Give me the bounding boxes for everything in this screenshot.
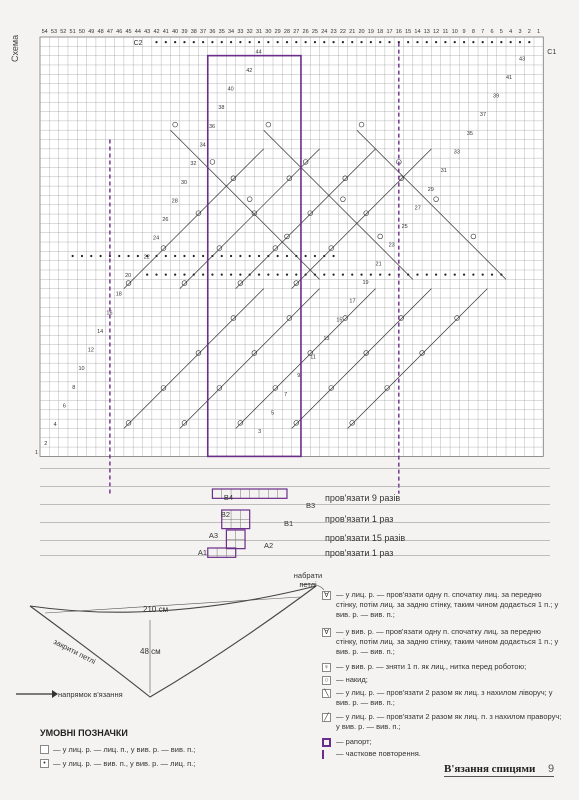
column-number: 44 — [134, 29, 141, 35]
purl-dot — [407, 41, 409, 43]
row-number-left: 12 — [87, 347, 94, 354]
row-number-right: 17 — [349, 298, 356, 305]
purl-dot — [323, 274, 325, 276]
purl-dot — [249, 255, 251, 257]
legend-item-increase-rs — [322, 590, 567, 622]
purl-dot — [155, 41, 157, 43]
purl-dot — [454, 41, 456, 43]
legend-item-text: — у лиц. р. — пров'язати 2 разом як лиц. з нахилом ліворуч; у вив. р. — вив. п.; — [336, 688, 553, 707]
column-number: 51 — [69, 29, 76, 35]
label-c2: C2 — [133, 39, 143, 47]
column-number: 13 — [423, 29, 430, 35]
purl-dot — [435, 274, 437, 276]
column-number: 54 — [41, 29, 48, 35]
page-number: 9 — [548, 763, 555, 775]
column-number: 33 — [237, 29, 244, 35]
purl-dot — [510, 41, 512, 43]
purl-dot — [332, 274, 334, 276]
purl-dot — [211, 274, 213, 276]
column-number: 12 — [433, 29, 440, 35]
purl-dot — [360, 41, 362, 43]
column-number: 34 — [227, 29, 235, 35]
cast-on-label: набрати петлі — [293, 571, 323, 589]
legend-item-text: — у лиц. р. — вив. п., у вив. р. — лиц. п.; — [53, 759, 196, 768]
label-b2: B2 — [220, 510, 230, 519]
legend-item-text: — рапорт; — [336, 737, 372, 746]
purl-dot — [146, 274, 148, 276]
column-number: 52 — [60, 29, 67, 35]
purl-dot — [193, 255, 195, 257]
purl-dot — [323, 41, 325, 43]
label-a3: A3 — [208, 531, 218, 540]
purl-dot — [332, 255, 334, 257]
legend-title: УМОВНІ ПОЗНАЧКИ — [40, 728, 128, 738]
column-number: 39 — [181, 29, 188, 35]
purl-dot — [127, 255, 129, 257]
column-number: 38 — [190, 29, 197, 35]
row-number-left: 44 — [255, 49, 262, 56]
row-number-left: 10 — [78, 366, 85, 373]
purl-dot — [379, 41, 381, 43]
purl-dot — [444, 41, 446, 43]
purl-dot — [342, 274, 344, 276]
column-number: 49 — [88, 29, 95, 35]
row-number-left: 28 — [171, 198, 178, 205]
purl-dot — [118, 255, 120, 257]
purl-dot — [230, 255, 232, 257]
purl-dot — [267, 41, 269, 43]
column-number: 4 — [509, 29, 513, 35]
purl-dot — [221, 41, 223, 43]
column-number: 50 — [78, 29, 86, 35]
purl-dot — [249, 41, 251, 43]
shawl-bottom-edge — [30, 586, 316, 697]
purl-dot — [277, 274, 279, 276]
row-number-right: 29 — [427, 186, 434, 193]
partial-repeat-icon — [322, 750, 331, 759]
purl-dot — [286, 255, 288, 257]
purl-dot — [351, 41, 353, 43]
row-number-right: 7 — [284, 391, 288, 398]
legend-item-text: — у лиц. р. — лиц. п., у вив. р. — вив. п.; — [53, 745, 196, 754]
column-number: 22 — [339, 29, 346, 35]
purl-dot — [183, 41, 185, 43]
column-number: 32 — [246, 29, 253, 35]
purl-dot — [370, 41, 372, 43]
purl-dot — [463, 41, 465, 43]
row-number-right: 37 — [479, 112, 487, 119]
row-number-left: 6 — [62, 403, 66, 410]
legend-item-knit — [40, 745, 195, 754]
row-number-right: 31 — [440, 168, 447, 175]
purl-dot — [444, 274, 446, 276]
label-a2: A2 — [264, 541, 274, 550]
column-number: 46 — [116, 29, 123, 35]
column-number: 31 — [255, 29, 263, 35]
purl-dot — [183, 255, 185, 257]
column-number: 48 — [97, 29, 104, 35]
column-number: 5 — [499, 29, 503, 35]
repeat-frame-icon — [322, 738, 331, 747]
legend-item-text: — накид; — [336, 675, 368, 684]
purl-dot — [305, 255, 307, 257]
legend-item-increase-ws — [322, 627, 567, 659]
column-number: 43 — [144, 29, 151, 35]
row-number-left: 20 — [125, 272, 132, 279]
purl-dot — [388, 274, 390, 276]
slip-stitch-icon: ♀ — [323, 664, 330, 671]
purl-dot — [491, 274, 493, 276]
column-number: 7 — [481, 29, 485, 35]
purl-dot — [482, 41, 484, 43]
purl-dot — [155, 274, 157, 276]
row-number-right: 27 — [414, 205, 421, 212]
row-number-left: 36 — [208, 123, 216, 130]
purl-dot — [295, 41, 297, 43]
purl-dot — [174, 41, 176, 43]
purl-dot — [174, 255, 176, 257]
instruction-b-once: пров'язати 1 раз — [325, 514, 394, 524]
purl-dot — [202, 255, 204, 257]
increase-icon: ∀ — [322, 591, 331, 600]
purl-dot — [202, 274, 204, 276]
column-number: 27 — [293, 29, 300, 35]
purl-dot — [342, 41, 344, 43]
purl-dot — [202, 41, 204, 43]
yarn-over-icon: ○ — [322, 676, 331, 685]
purl-dot — [211, 41, 213, 43]
row-number-left: 42 — [246, 67, 253, 74]
row-number-left: 1 — [34, 450, 38, 457]
column-number: 23 — [330, 29, 337, 35]
footer-divider — [444, 776, 554, 777]
column-number: 3 — [518, 29, 522, 35]
column-number: 35 — [218, 29, 225, 35]
row-number-right: 15 — [336, 317, 343, 324]
purl-dot — [416, 274, 418, 276]
shawl-top-edge — [30, 586, 316, 612]
purl-dot — [482, 274, 484, 276]
column-number: 29 — [274, 29, 281, 35]
instruction-b-repeat: пров'язати 9 разів — [325, 493, 401, 503]
decrease-right-icon: ╱ — [322, 713, 331, 722]
row-number-left: 2 — [44, 440, 48, 447]
label-b1: B1 — [284, 519, 294, 528]
column-number: 28 — [283, 29, 291, 35]
row-number-right: 13 — [323, 335, 330, 342]
legend-item-text: — у лиц. р. — пров'язати одну п. спочатку лиц. за передню стінку, потім лиц. за задню стінку, таким чином додається 1 п.; у вив. р. — вив. п.; — [336, 590, 559, 619]
purl-dot — [314, 41, 316, 43]
column-number: 2 — [527, 29, 531, 35]
column-number: 26 — [302, 29, 309, 35]
row-number-left: 40 — [227, 86, 234, 93]
setup-a1-frame — [208, 548, 236, 557]
purl-dot — [379, 274, 381, 276]
purl-dot — [332, 41, 334, 43]
purl-dot — [519, 41, 521, 43]
purl-dot — [286, 274, 288, 276]
column-number: 18 — [377, 29, 384, 35]
purl-dot — [472, 41, 474, 43]
purl-dot — [454, 274, 456, 276]
row-number-left: 14 — [97, 328, 104, 335]
column-number: 6 — [490, 29, 494, 35]
purl-dot — [258, 255, 260, 257]
column-number: 36 — [209, 29, 216, 35]
purl-dot — [491, 41, 493, 43]
row-number-right: 33 — [453, 149, 460, 156]
purl-dot — [426, 274, 428, 276]
column-number: 19 — [367, 29, 374, 35]
row-number-right: 9 — [297, 373, 301, 380]
purl-dot — [277, 255, 279, 257]
row-number-left: 16 — [106, 310, 113, 317]
purl-symbol-icon: • — [40, 759, 49, 768]
legend-basic — [40, 728, 230, 768]
knit-symbol-icon — [40, 745, 49, 754]
column-number: 21 — [349, 29, 356, 35]
bind-off-label: закрити петлі — [51, 637, 98, 667]
row-number-left: 8 — [72, 384, 76, 391]
purl-dot — [500, 41, 502, 43]
purl-dot — [137, 255, 139, 257]
purl-dot — [435, 41, 437, 43]
row-number-left: 34 — [199, 142, 206, 149]
row-number-right: 5 — [271, 410, 275, 417]
column-number: 15 — [405, 29, 412, 35]
legend-item-text: — у вив. р. — пров'язати одну п. спочатку лиц. за передню стінку, потім лиц. за задню стінку, таким чином додається 1 п.; у вив. р. — вив. п.; — [336, 627, 559, 656]
purl-dot — [388, 41, 390, 43]
shawl-width-label: 210 см — [143, 605, 169, 614]
purl-dot — [90, 255, 92, 257]
row-number-right: 39 — [492, 93, 500, 100]
label-a1: A1 — [197, 548, 207, 557]
row-number-left: 18 — [115, 291, 122, 298]
row-number-right: 21 — [375, 261, 382, 268]
purl-dot — [230, 274, 232, 276]
column-number: 40 — [172, 29, 179, 35]
purl-dot — [239, 274, 241, 276]
column-number: 53 — [50, 29, 58, 35]
row-number-left: 22 — [143, 254, 150, 261]
row-number-left: 4 — [53, 422, 57, 429]
column-number: 8 — [471, 29, 475, 35]
purl-dot — [360, 274, 362, 276]
purl-dot — [416, 41, 418, 43]
column-number: 37 — [200, 29, 207, 35]
legend-item-text: — часткове повторення. — [336, 749, 421, 758]
purl-dot — [258, 274, 260, 276]
column-number: 1 — [537, 29, 541, 35]
label-b3: B3 — [306, 501, 316, 510]
column-number: 10 — [451, 29, 458, 35]
legend-item-text: — у вив. р. — зняти 1 п. як лиц., нитка перед роботою; — [336, 662, 527, 671]
column-number: 11 — [442, 29, 449, 35]
purl-dot — [295, 274, 297, 276]
column-number: 30 — [265, 29, 272, 35]
column-number: 17 — [386, 29, 393, 35]
column-number: 42 — [153, 29, 160, 35]
instruction-a-once: пров'язати 1 раз — [325, 548, 394, 558]
increase-ws-icon: ∀ — [322, 628, 331, 637]
column-number: 16 — [395, 29, 402, 35]
row-number-right: 43 — [519, 56, 526, 63]
column-number: 20 — [358, 29, 365, 35]
row-number-right: 35 — [466, 130, 473, 137]
footer-title: В'язання спицями — [444, 763, 536, 775]
purl-dot — [81, 255, 83, 257]
label-c1: C1 — [547, 48, 557, 56]
column-number: 24 — [321, 29, 328, 35]
purl-dot — [221, 255, 223, 257]
purl-dot — [99, 255, 101, 257]
purl-dot — [426, 41, 428, 43]
purl-dot — [72, 255, 74, 257]
purl-dot — [239, 255, 241, 257]
purl-dot — [258, 41, 260, 43]
purl-dot — [277, 41, 279, 43]
purl-dot — [239, 41, 241, 43]
purl-dot — [165, 41, 167, 43]
direction-label: напрямок в'язання — [58, 690, 123, 699]
legend-item-text: — у лиц. р. — пров'язати 2 разом як лиц. п. з нахилом праворуч; у вив. р. — вив. п.; — [336, 712, 562, 731]
row-number-right: 25 — [401, 224, 408, 231]
row-number-right: 41 — [506, 74, 513, 81]
row-number-left: 38 — [218, 105, 225, 112]
row-number-left: 32 — [190, 161, 197, 168]
purl-dot — [174, 274, 176, 276]
purl-dot — [463, 274, 465, 276]
row-number-left: 24 — [153, 235, 160, 242]
row-number-right: 23 — [388, 242, 395, 249]
row-number-right: 3 — [258, 429, 262, 436]
row-number-left: 26 — [162, 217, 169, 224]
purl-dot — [193, 41, 195, 43]
purl-dot — [221, 274, 223, 276]
purl-dot — [286, 41, 288, 43]
row-number-right: 11 — [310, 354, 316, 361]
column-number: 9 — [462, 29, 466, 35]
purl-dot — [305, 41, 307, 43]
purl-dot — [472, 274, 474, 276]
decrease-left-icon: ╲ — [322, 689, 331, 698]
row-number-left: 30 — [180, 179, 188, 186]
instruction-a-repeat: пров'язати 15 разів — [325, 533, 406, 543]
purl-dot — [165, 274, 167, 276]
label-b4: B4 — [223, 493, 233, 502]
purl-dot — [267, 274, 269, 276]
legend-item-purl — [40, 759, 195, 768]
purl-dot — [165, 255, 167, 257]
purl-dot — [183, 274, 185, 276]
purl-dot — [314, 255, 316, 257]
column-number: 25 — [311, 29, 319, 35]
purl-dot — [528, 41, 530, 43]
column-number: 45 — [125, 29, 132, 35]
column-number: 47 — [106, 29, 113, 35]
shawl-height-label: 48 см — [140, 647, 161, 656]
schema-label: Схема — [10, 34, 20, 62]
column-number: 41 — [162, 29, 169, 35]
purl-dot — [351, 274, 353, 276]
purl-dot — [370, 274, 372, 276]
purl-dot — [230, 41, 232, 43]
row-number-right: 19 — [362, 279, 369, 286]
column-number: 14 — [414, 29, 421, 35]
